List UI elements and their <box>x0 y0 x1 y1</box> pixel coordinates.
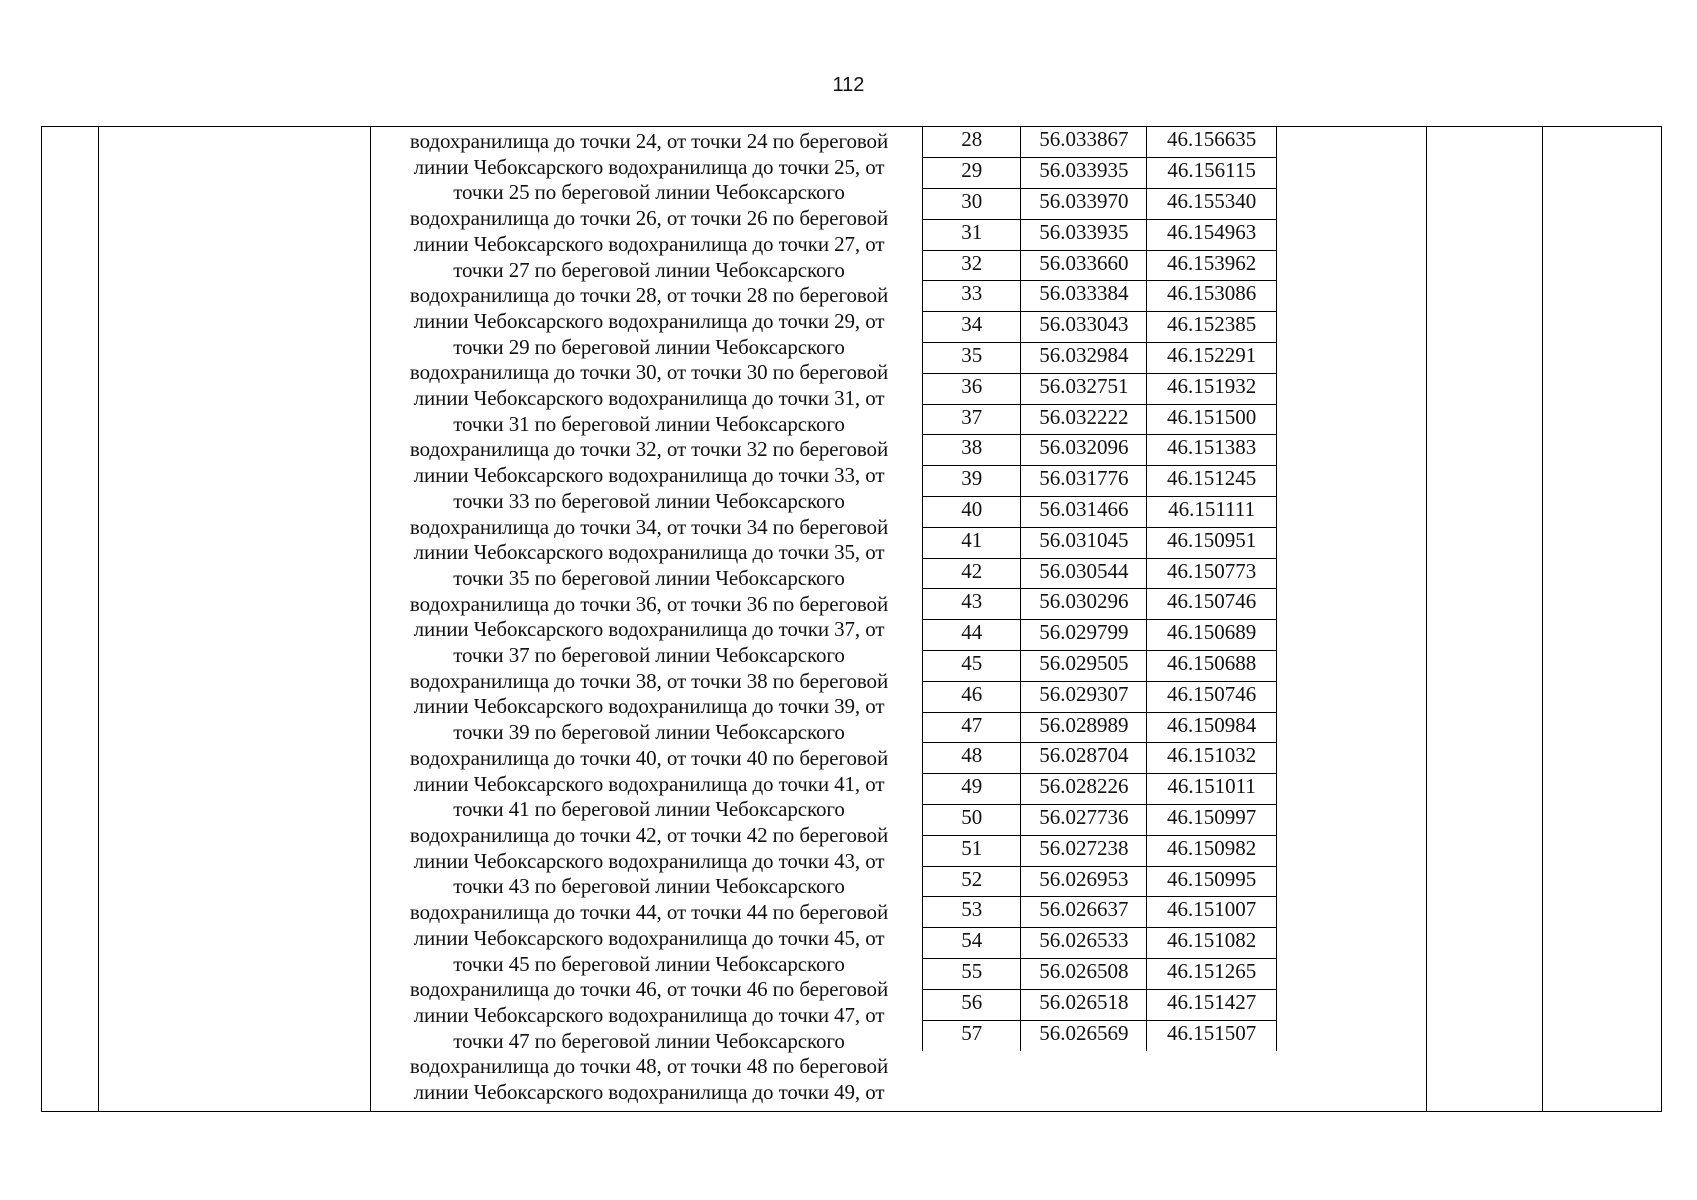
longitude-cell: 46.150746 <box>1147 681 1277 712</box>
longitude-cell: 46.156115 <box>1147 158 1277 189</box>
table-row <box>923 712 1277 743</box>
description-line: линии Чебоксарского водохранилища до точки 45, от <box>413 925 885 950</box>
table-row <box>923 466 1277 497</box>
description-line: линии Чебоксарского водохранилища до точки 49, от <box>413 1080 885 1105</box>
longitude-cell: 46.151111 <box>1147 497 1277 528</box>
boundary-description <box>372 129 926 1106</box>
table-row <box>923 1020 1277 1051</box>
longitude-cell: 46.150689 <box>1147 620 1277 651</box>
longitude-cell: 46.150997 <box>1147 805 1277 836</box>
table-row <box>923 866 1277 897</box>
point-number-cell: 28 <box>923 127 1021 158</box>
latitude-cell: 56.029799 <box>1021 620 1147 651</box>
description-line: водохранилища до точки 40, от точки 40 по береговой <box>409 745 889 770</box>
column-divider <box>98 127 99 1111</box>
longitude-cell: 46.151032 <box>1147 743 1277 774</box>
description-line: линии Чебоксарского водохранилища до точки 47, от <box>413 1002 885 1027</box>
point-number-cell: 46 <box>923 681 1021 712</box>
latitude-cell: 56.033384 <box>1021 281 1147 312</box>
table-row <box>923 158 1277 189</box>
description-line: точки 27 по береговой линии Чебоксарского <box>453 257 845 282</box>
latitude-cell: 56.031466 <box>1021 497 1147 528</box>
longitude-cell: 46.151383 <box>1147 435 1277 466</box>
point-number-cell: 33 <box>923 281 1021 312</box>
description-line: линии Чебоксарского водохранилища до точки 41, от <box>413 771 885 796</box>
table-row <box>923 743 1277 774</box>
table-row <box>923 651 1277 682</box>
latitude-cell: 56.026569 <box>1021 1020 1147 1051</box>
longitude-cell: 46.151500 <box>1147 404 1277 435</box>
table-row <box>923 435 1277 466</box>
latitude-cell: 56.033867 <box>1021 127 1147 158</box>
latitude-cell: 56.033660 <box>1021 250 1147 281</box>
latitude-cell: 56.026953 <box>1021 866 1147 897</box>
table-row <box>923 219 1277 250</box>
latitude-cell: 56.033935 <box>1021 219 1147 250</box>
description-line: водохранилища до точки 28, от точки 28 по береговой <box>409 283 889 308</box>
description-line: линии Чебоксарского водохранилища до точки 35, от <box>413 540 885 565</box>
table-row <box>923 835 1277 866</box>
table-row <box>923 281 1277 312</box>
longitude-cell: 46.156635 <box>1147 127 1277 158</box>
latitude-cell: 56.033043 <box>1021 312 1147 343</box>
table-row <box>923 127 1277 158</box>
description-line: точки 39 по береговой линии Чебоксарского <box>453 720 845 745</box>
longitude-cell: 46.155340 <box>1147 189 1277 220</box>
description-line: точки 31 по береговой линии Чебоксарского <box>453 411 845 436</box>
point-number-cell: 37 <box>923 404 1021 435</box>
point-number-cell: 34 <box>923 312 1021 343</box>
latitude-cell: 56.032096 <box>1021 435 1147 466</box>
latitude-cell: 56.033935 <box>1021 158 1147 189</box>
table-row <box>923 312 1277 343</box>
description-line: водохранилища до точки 30, от точки 30 по береговой <box>409 360 889 385</box>
table-row <box>923 343 1277 374</box>
description-line: водохранилища до точки 36, от точки 36 по береговой <box>409 591 889 616</box>
column-divider <box>1426 127 1427 1111</box>
latitude-cell: 56.026533 <box>1021 928 1147 959</box>
description-line: точки 35 по береговой линии Чебоксарского <box>453 565 845 590</box>
boundary-table <box>41 126 1662 1112</box>
point-number-cell: 57 <box>923 1020 1021 1051</box>
table-row <box>923 558 1277 589</box>
description-line: линии Чебоксарского водохранилища до точки 33, от <box>413 463 885 488</box>
longitude-cell: 46.150982 <box>1147 835 1277 866</box>
latitude-cell: 56.028989 <box>1021 712 1147 743</box>
latitude-cell: 56.032751 <box>1021 373 1147 404</box>
table-row <box>923 989 1277 1020</box>
longitude-cell: 46.150688 <box>1147 651 1277 682</box>
point-number-cell: 48 <box>923 743 1021 774</box>
longitude-cell: 46.153962 <box>1147 250 1277 281</box>
point-number-cell: 43 <box>923 589 1021 620</box>
table-row <box>923 189 1277 220</box>
latitude-cell: 56.033970 <box>1021 189 1147 220</box>
description-line: водохранилища до точки 24, от точки 24 по береговой <box>409 129 889 153</box>
latitude-cell: 56.026508 <box>1021 959 1147 990</box>
longitude-cell: 46.151007 <box>1147 897 1277 928</box>
description-line: линии Чебоксарского водохранилища до точки 31, от <box>413 386 885 411</box>
table-row <box>923 959 1277 990</box>
point-number-cell: 54 <box>923 928 1021 959</box>
description-line: точки 43 по береговой линии Чебоксарского <box>453 874 845 899</box>
point-number-cell: 51 <box>923 835 1021 866</box>
description-line: точки 25 по береговой линии Чебоксарского <box>453 180 845 205</box>
latitude-cell: 56.026637 <box>1021 897 1147 928</box>
longitude-cell: 46.150995 <box>1147 866 1277 897</box>
description-line: точки 33 по береговой линии Чебоксарского <box>453 488 845 513</box>
longitude-cell: 46.150773 <box>1147 558 1277 589</box>
point-number-cell: 49 <box>923 774 1021 805</box>
page-number: 112 <box>832 74 865 96</box>
latitude-cell: 56.031776 <box>1021 466 1147 497</box>
description-line: линии Чебоксарского водохранилища до точки 37, от <box>413 617 885 642</box>
point-number-cell: 50 <box>923 805 1021 836</box>
table-row <box>923 250 1277 281</box>
longitude-cell: 46.152385 <box>1147 312 1277 343</box>
description-line: точки 37 по береговой линии Чебоксарского <box>453 643 845 668</box>
description-line: линии Чебоксарского водохранилища до точки 29, от <box>413 308 885 333</box>
longitude-cell: 46.151011 <box>1147 774 1277 805</box>
description-line: точки 45 по береговой линии Чебоксарского <box>453 951 845 976</box>
table-row <box>923 681 1277 712</box>
description-line: водохранилища до точки 44, от точки 44 по береговой <box>409 900 889 925</box>
description-line: точки 47 по береговой линии Чебоксарского <box>453 1028 845 1053</box>
latitude-cell: 56.031045 <box>1021 527 1147 558</box>
point-number-cell: 44 <box>923 620 1021 651</box>
longitude-cell: 46.152291 <box>1147 343 1277 374</box>
latitude-cell: 56.027238 <box>1021 835 1147 866</box>
point-number-cell: 53 <box>923 897 1021 928</box>
longitude-cell: 46.154963 <box>1147 219 1277 250</box>
point-number-cell: 42 <box>923 558 1021 589</box>
latitude-cell: 56.032222 <box>1021 404 1147 435</box>
description-line: точки 29 по береговой линии Чебоксарского <box>453 334 845 359</box>
latitude-cell: 56.029505 <box>1021 651 1147 682</box>
description-line: водохранилища до точки 42, от точки 42 по береговой <box>409 822 889 847</box>
point-number-cell: 56 <box>923 989 1021 1020</box>
longitude-cell: 46.151507 <box>1147 1020 1277 1051</box>
longitude-cell: 46.151245 <box>1147 466 1277 497</box>
latitude-cell: 56.027736 <box>1021 805 1147 836</box>
point-number-cell: 39 <box>923 466 1021 497</box>
description-line: линии Чебоксарского водохранилища до точки 43, от <box>413 848 885 873</box>
point-number-cell: 41 <box>923 527 1021 558</box>
point-number-cell: 31 <box>923 219 1021 250</box>
point-number-cell: 38 <box>923 435 1021 466</box>
point-number-cell: 55 <box>923 959 1021 990</box>
point-number-cell: 47 <box>923 712 1021 743</box>
latitude-cell: 56.028226 <box>1021 774 1147 805</box>
table-row <box>923 928 1277 959</box>
longitude-cell: 46.150984 <box>1147 712 1277 743</box>
column-divider <box>1542 127 1543 1111</box>
latitude-cell: 56.030544 <box>1021 558 1147 589</box>
longitude-cell: 46.153086 <box>1147 281 1277 312</box>
description-line: водохранилища до точки 32, от точки 32 по береговой <box>409 437 889 462</box>
description-line: водохранилища до точки 38, от точки 38 по береговой <box>409 668 889 693</box>
table-row <box>923 805 1277 836</box>
description-line: линии Чебоксарского водохранилища до точки 27, от <box>413 231 885 256</box>
description-line: линии Чебоксарского водохранилища до точки 25, от <box>413 154 885 179</box>
table-row <box>923 774 1277 805</box>
table-row <box>923 404 1277 435</box>
longitude-cell: 46.151932 <box>1147 373 1277 404</box>
longitude-cell: 46.150951 <box>1147 527 1277 558</box>
point-number-cell: 35 <box>923 343 1021 374</box>
table-row <box>923 497 1277 528</box>
latitude-cell: 56.029307 <box>1021 681 1147 712</box>
longitude-cell: 46.151427 <box>1147 989 1277 1020</box>
latitude-cell: 56.032984 <box>1021 343 1147 374</box>
point-number-cell: 30 <box>923 189 1021 220</box>
description-line: водохранилища до точки 26, от точки 26 по береговой <box>409 206 889 231</box>
longitude-cell: 46.151082 <box>1147 928 1277 959</box>
point-number-cell: 36 <box>923 373 1021 404</box>
longitude-cell: 46.151265 <box>1147 959 1277 990</box>
point-number-cell: 45 <box>923 651 1021 682</box>
column-divider <box>370 127 371 1111</box>
latitude-cell: 56.028704 <box>1021 743 1147 774</box>
coordinates-table <box>922 127 1277 1051</box>
point-number-cell: 40 <box>923 497 1021 528</box>
table-row <box>923 620 1277 651</box>
point-number-cell: 32 <box>923 250 1021 281</box>
table-row <box>923 589 1277 620</box>
point-number-cell: 52 <box>923 866 1021 897</box>
latitude-cell: 56.030296 <box>1021 589 1147 620</box>
description-line: водохранилища до точки 46, от точки 46 по береговой <box>409 977 889 1002</box>
longitude-cell: 46.150746 <box>1147 589 1277 620</box>
description-line: точки 41 по береговой линии Чебоксарского <box>453 797 845 822</box>
table-row <box>923 897 1277 928</box>
latitude-cell: 56.026518 <box>1021 989 1147 1020</box>
description-line: водохранилища до точки 48, от точки 48 по береговой <box>409 1054 889 1079</box>
description-line: водохранилища до точки 34, от точки 34 по береговой <box>409 514 889 539</box>
table-row <box>923 527 1277 558</box>
description-line: линии Чебоксарского водохранилища до точки 39, от <box>413 694 885 719</box>
table-row <box>923 373 1277 404</box>
point-number-cell: 29 <box>923 158 1021 189</box>
